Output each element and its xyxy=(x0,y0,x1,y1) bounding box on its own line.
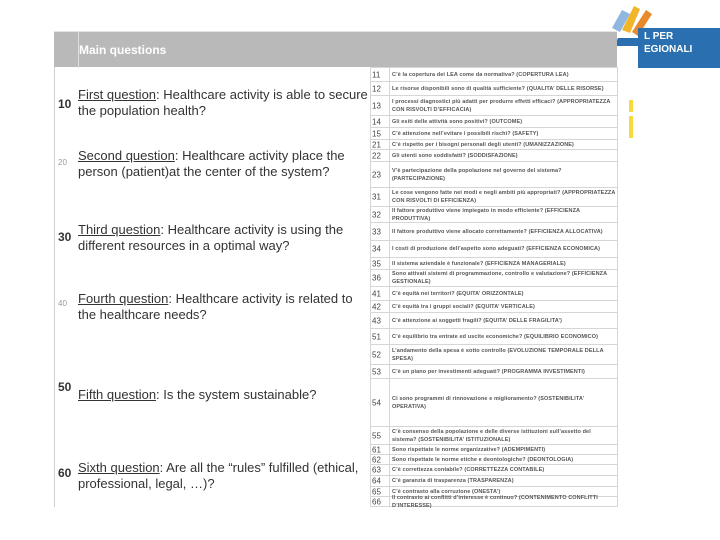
row-number: 53 xyxy=(372,367,381,376)
table-row xyxy=(370,95,618,115)
table-row xyxy=(370,300,618,312)
row-number: 12 xyxy=(372,84,381,93)
header-bar xyxy=(54,31,617,67)
row-text: L’andamento della spesa è sotto controllo (EVOLUZIONE TEMPORALE DELLA SPESA) xyxy=(392,347,604,362)
question-1 xyxy=(78,87,368,119)
row-text: Sono attivati sistemi di programmazione, controllo e valutazione? (EFFICIENZA GESTIONALE) xyxy=(392,271,607,285)
row-text: C’è equità tra i gruppi sociali? (EQUITA’ VERTICALE) xyxy=(392,303,535,310)
table-row xyxy=(370,286,618,300)
row-number: 33 xyxy=(372,227,381,236)
table-row xyxy=(370,67,618,81)
row-number: 42 xyxy=(372,302,381,311)
brand-line-1: L PER xyxy=(644,31,674,42)
score-label: 10 xyxy=(58,97,72,111)
score-label: 60 xyxy=(58,466,72,480)
row-number: 64 xyxy=(372,476,381,486)
table-row xyxy=(370,464,618,475)
row-text: C’è consenso della popolazione e delle diverse istituzioni sull’assetto del sistema? (SOSTENIBILITA’ ISTITUZIONALE) xyxy=(392,428,591,443)
row-text: Le cose vengono fatte nei modi e negli ambiti più appropriati? (APPROPRIATEZZA CON RISVOLTI DI EFFICIENZA) xyxy=(392,190,616,204)
table-row xyxy=(370,344,618,364)
table-row xyxy=(370,364,618,378)
row-number: 43 xyxy=(372,316,381,325)
row-text: V’è partecipazione della popolazione nel governo del sistema? (PARTECIPAZIONE) xyxy=(392,167,562,182)
row-number: 52 xyxy=(372,350,381,359)
row-number: 62 xyxy=(372,455,381,464)
left-divider xyxy=(54,67,55,507)
row-text: Il contrasto ai conflitti d’interesse è continuo? (CONTENIMENTO CONFLITTI D’INTERESSE) xyxy=(392,494,598,509)
row-text: C’è rispetto per i bisogni personali degli utenti? (UMANIZZAZIONE) xyxy=(392,141,574,148)
row-number: 36 xyxy=(372,273,381,283)
brand-text xyxy=(638,28,720,68)
brand-line-2: EGIONALI xyxy=(644,44,693,55)
row-text: C’è garanzia di trasparenza (TRASPARENZA) xyxy=(392,478,514,484)
table-row xyxy=(370,161,618,187)
row-text: C’è attenzione ai soggetti fragili? (EQUITA’ DELLE FRAGILITA’) xyxy=(392,317,563,324)
table-row xyxy=(370,378,618,426)
question-lead: Sixth question xyxy=(78,460,160,475)
row-text: Gli utenti sono soddisfatti? (SODDISFAZIONE) xyxy=(392,152,518,159)
table-row xyxy=(370,454,618,464)
table-row xyxy=(370,187,618,206)
row-text: I processi diagnostici più adatti per produrre effetti efficaci? (APPROPRIATEZZA CON RISVOLTI D’EFFICACIA) xyxy=(392,98,611,113)
row-text: Le risorse disponibili sono di qualità sufficiente? (QUALITA’ DELLE RISORSE) xyxy=(392,85,604,92)
table-row xyxy=(370,206,618,222)
row-number: 66 xyxy=(372,497,381,506)
question-text: : Are all the “rules” fulfilled (ethical, professional, legal, …)? xyxy=(78,460,359,491)
question-lead: First question xyxy=(78,87,157,102)
table-row xyxy=(370,475,618,486)
table-row xyxy=(370,269,618,286)
question-6 xyxy=(78,460,368,492)
row-number: 65 xyxy=(372,487,381,496)
table-row xyxy=(370,81,618,95)
row-number: 31 xyxy=(372,192,381,202)
question-2 xyxy=(78,148,368,180)
table-row xyxy=(370,257,618,269)
question-text: : Healthcare activity is related to the healthcare needs? xyxy=(78,291,353,322)
row-text: Il sistema aziendale è funzionale? (EFFICIENZA MANAGERIALE) xyxy=(392,260,566,267)
question-text: : Is the system sustainable? xyxy=(156,387,317,402)
row-number: 21 xyxy=(372,140,381,149)
row-text: C’è la copertura dei LEA come da normativa? (COPERTURA LEA) xyxy=(392,71,569,78)
question-text: : Healthcare activity is able to secure the population health? xyxy=(78,87,368,118)
row-text: Sono rispettate le norme organizzative? (ADEMPIMENTI) xyxy=(392,446,546,453)
table-row xyxy=(370,127,618,139)
row-number: 22 xyxy=(372,151,381,160)
question-lead: Third question xyxy=(78,222,161,237)
row-text: Ci sono programmi di rinnovazione e miglioramento? (SOSTENIBILITA’ OPERATIVA) xyxy=(392,395,584,410)
row-number: 63 xyxy=(372,465,381,475)
row-text: C’è contrasto alla corruzione (ONESTA’) xyxy=(392,488,501,495)
row-number: 41 xyxy=(372,289,381,298)
row-text: Sono rispettate le norme etiche e deontologiche? (DEONTOLOGIA) xyxy=(392,456,574,463)
question-4 xyxy=(78,291,368,323)
row-number: 54 xyxy=(372,398,381,407)
row-text: C’è un piano per investimenti adeguati? (PROGRAMMA INVESTIMENTI) xyxy=(392,368,585,375)
table-row xyxy=(370,426,618,444)
page-title: Main questions xyxy=(79,43,167,57)
question-text: : Healthcare activity place the person (patient)at the center of the system? xyxy=(78,148,345,179)
row-text: C’è attenzione nell’evitare i possibili rischi? (SAFETY) xyxy=(392,130,539,137)
row-text: C’è equilibrio tra entrate ed uscite economiche? (EQUILIBRIO ECONOMICO) xyxy=(392,333,599,340)
table-row xyxy=(370,496,618,507)
score-label: 40 xyxy=(58,299,67,308)
score-label: 30 xyxy=(58,230,72,244)
question-lead: Second question xyxy=(78,148,175,163)
question-3 xyxy=(78,222,368,254)
highlight-mark xyxy=(629,126,633,138)
row-number: 34 xyxy=(372,244,381,254)
row-number: 15 xyxy=(372,129,381,138)
table-row xyxy=(370,328,618,344)
table-row xyxy=(370,149,618,161)
table-row xyxy=(370,115,618,127)
question-lead: Fourth question xyxy=(78,291,169,306)
row-number: 32 xyxy=(372,210,381,219)
row-number: 23 xyxy=(372,170,381,179)
row-text: C’è equità nei territori? (EQUITA’ ORIZZONTALE) xyxy=(392,290,524,297)
row-text: Il fattore produttivo viene impiegato in modo efficiente? (EFFICIENZA PRODUTTIVA) xyxy=(392,207,580,222)
row-text: Il fattore produttivo viene allocato correttamente? (EFFICIENZA ALLOCATIVA) xyxy=(392,228,603,235)
row-number: 51 xyxy=(372,332,381,341)
score-label: 20 xyxy=(58,158,67,167)
question-lead: Fifth question xyxy=(78,387,157,402)
table-row xyxy=(370,139,618,149)
row-text: C’è correttezza contabile? (CORRETTEZZA CONTABILE) xyxy=(392,467,545,473)
row-number: 14 xyxy=(372,117,381,126)
row-number: 11 xyxy=(372,70,381,79)
table-row xyxy=(370,312,618,328)
row-number: 61 xyxy=(372,445,381,454)
score-label: 50 xyxy=(58,380,72,394)
question-5 xyxy=(78,387,368,403)
highlight-mark xyxy=(629,100,633,112)
row-number: 13 xyxy=(372,101,381,110)
table-row xyxy=(370,240,618,257)
table-row xyxy=(370,222,618,240)
row-number: 35 xyxy=(372,259,381,268)
question-text: : Healthcare activity is using the different resources in a optimal way? xyxy=(78,222,344,253)
row-number: 55 xyxy=(372,431,381,440)
row-text: I costi di produzione dell’aspetto sono adeguati? (EFFICIENZA ECONOMICA) xyxy=(392,246,601,252)
table-row xyxy=(370,444,618,454)
row-text: Gli esiti delle attività sono positivi? (OUTCOME) xyxy=(392,118,523,125)
